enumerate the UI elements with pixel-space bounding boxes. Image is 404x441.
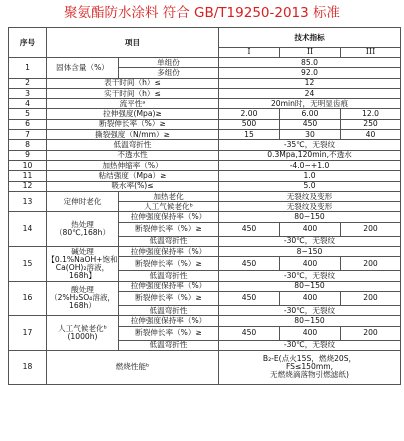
- row-no: 7: [9, 130, 47, 140]
- row-value-3: 12.0: [341, 109, 401, 119]
- table-row: [9, 316, 401, 326]
- table-row: [9, 130, 401, 140]
- row-value: 80~150: [219, 281, 401, 291]
- row-value: 80~150: [219, 212, 401, 222]
- row-item-line: 人工气候老化ᵇ: [58, 324, 107, 334]
- row-value-1: 15: [219, 130, 280, 140]
- row-value: -30℃，无裂纹: [219, 340, 401, 350]
- row-item-line: （80℃,168h）: [54, 228, 111, 238]
- row-no: 8: [9, 140, 47, 150]
- row-value: 12: [219, 78, 401, 88]
- row-value-line: 无燃烧滴落物引燃滤纸): [270, 370, 349, 380]
- row-value: 无裂纹及变形: [219, 202, 401, 212]
- row-no: 14: [9, 212, 47, 247]
- row-value: [219, 350, 401, 384]
- header-grade-3: III: [341, 48, 401, 58]
- row-value-1: 450: [219, 291, 280, 305]
- table-row: [9, 99, 401, 109]
- row-value: 24: [219, 88, 401, 98]
- row-item: 加热伸缩率（%）: [47, 160, 219, 170]
- row-item: 不透水性: [47, 150, 219, 160]
- row-value: 85.0: [219, 58, 401, 68]
- table-row: [9, 109, 401, 119]
- row-value-2: 400: [280, 257, 341, 271]
- row-value: -30℃，无裂纹: [219, 271, 401, 281]
- row-subitem: 拉伸强度保持率（%）: [119, 247, 219, 257]
- row-value-2: 400: [280, 222, 341, 236]
- table-row: [9, 88, 401, 98]
- row-no: 11: [9, 171, 47, 181]
- row-value-1: 500: [219, 119, 280, 129]
- row-item: 粘结强度（Mpa）≥: [47, 171, 219, 181]
- row-value-3: 200: [341, 326, 401, 340]
- row-value: 5.0: [219, 181, 401, 191]
- header-row: [9, 28, 401, 48]
- table-row: [9, 212, 401, 222]
- row-item: 燃烧性能ᵇ: [47, 350, 219, 384]
- row-subitem: 多组份: [119, 68, 219, 78]
- row-item: 实干时间（h）≤: [47, 88, 219, 98]
- row-value: -35℃，无裂纹: [219, 140, 401, 150]
- row-item: [47, 281, 119, 316]
- row-item: 拉伸强度(Mpa)≥: [47, 109, 219, 119]
- row-value-2: 450: [280, 119, 341, 129]
- table-row: [9, 78, 401, 88]
- row-subitem: 加热老化: [119, 191, 219, 201]
- row-value-2: 400: [280, 291, 341, 305]
- row-value-line: FS≤150mm,: [285, 362, 334, 372]
- row-value-3: 200: [341, 222, 401, 236]
- table-row: [9, 281, 401, 291]
- row-subitem: 断裂伸长率（%）≥: [119, 291, 219, 305]
- row-item-line: 【0.1%NaOH+饱和: [47, 254, 118, 264]
- page-title: 聚氨酯防水涂料 符合 GB/T19250-2013 标准: [63, 5, 341, 21]
- row-value: -30℃，无裂纹: [219, 305, 401, 315]
- row-value-2: 30: [280, 130, 341, 140]
- row-no: 16: [9, 281, 47, 316]
- row-value-1: 2.00: [219, 109, 280, 119]
- row-item: 吸水率(%)≤: [47, 181, 219, 191]
- row-item-line: 168h）: [69, 301, 96, 311]
- row-item: [47, 212, 119, 247]
- row-value-1: 450: [219, 257, 280, 271]
- row-value: 92.0: [219, 68, 401, 78]
- row-no: 1: [9, 58, 47, 79]
- row-value-3: 40: [341, 130, 401, 140]
- row-subitem: 拉伸强度保持率（%）: [119, 281, 219, 291]
- row-value-1: 450: [219, 326, 280, 340]
- table-row: [9, 191, 401, 201]
- row-value: 20min时，无明显齿痕: [219, 99, 401, 109]
- header-grade-1: I: [219, 48, 280, 58]
- row-value-3: 250: [341, 119, 401, 129]
- table-row: [9, 350, 401, 384]
- row-no: 6: [9, 119, 47, 129]
- row-subitem: 断裂伸长率（%）≥: [119, 222, 219, 236]
- row-item: 撕裂强度（N/mm）≥: [47, 130, 219, 140]
- row-subitem: 低温弯折性: [119, 271, 219, 281]
- row-no: 12: [9, 181, 47, 191]
- table-row: [9, 171, 401, 181]
- row-subitem: 单组份: [119, 58, 219, 68]
- row-value: -30℃，无裂纹: [219, 236, 401, 246]
- row-subitem: 低温弯折性: [119, 340, 219, 350]
- row-no: 4: [9, 99, 47, 109]
- row-value: 无裂纹及变形: [219, 191, 401, 201]
- row-item-line: 碱处理: [71, 246, 94, 256]
- header-no: 序号: [9, 28, 47, 58]
- row-no: 15: [9, 247, 47, 282]
- row-value: 0.3Mpa,120min,不透水: [219, 150, 401, 160]
- table-row: [9, 181, 401, 191]
- row-item-line: (1000h): [67, 332, 98, 342]
- row-no: 18: [9, 350, 47, 384]
- row-value-2: 400: [280, 326, 341, 340]
- row-subitem: 人工气候老化ᵇ: [119, 202, 219, 212]
- header-grade-2: II: [280, 48, 341, 58]
- row-item: [47, 247, 119, 282]
- row-subitem: 低温弯折性: [119, 305, 219, 315]
- row-item-line: 酸处理: [71, 285, 94, 295]
- row-subitem: 低温弯折性: [119, 236, 219, 246]
- row-item: 流平性ᵃ: [47, 99, 219, 109]
- row-no: 5: [9, 109, 47, 119]
- table-row: [9, 150, 401, 160]
- row-value: 8~150: [219, 247, 401, 257]
- row-subitem: 拉伸强度保持率（%）: [119, 316, 219, 326]
- row-value: 80~150: [219, 316, 401, 326]
- row-no: 10: [9, 160, 47, 170]
- row-item: 表干时间（h）≤: [47, 78, 219, 88]
- header-item: 项目: [47, 28, 219, 58]
- row-value-3: 200: [341, 291, 401, 305]
- table-row: [9, 247, 401, 257]
- row-subitem: 拉伸强度保持率（%）: [119, 212, 219, 222]
- row-item: 固体含量（%）: [47, 58, 119, 79]
- row-value-line: B₂-E(点火15S，燃烧20S，: [262, 354, 357, 364]
- table-row: [9, 119, 401, 129]
- row-item: 断裂伸长率（%）≥: [47, 119, 219, 129]
- row-item: [47, 316, 119, 351]
- row-value-1: 450: [219, 222, 280, 236]
- row-value: 1.0: [219, 171, 401, 181]
- row-no: 13: [9, 191, 47, 212]
- row-subitem: 断裂伸长率（%）≥: [119, 257, 219, 271]
- table-row: [9, 58, 401, 68]
- row-item-line: （2%H₂SO₄溶液，: [49, 293, 116, 303]
- row-value: -4.0~+1.0: [219, 160, 401, 170]
- row-item: 定伸时老化: [47, 191, 119, 212]
- row-no: 2: [9, 78, 47, 88]
- row-no: 17: [9, 316, 47, 351]
- table-row: [9, 140, 401, 150]
- row-item-line: 热处理: [71, 220, 94, 230]
- row-no: 9: [9, 150, 47, 160]
- row-item-line: Ca(OH)₂溶液，168h】: [55, 262, 110, 280]
- header-index: 技术指标: [219, 28, 401, 48]
- row-no: 3: [9, 88, 47, 98]
- row-subitem: 断裂伸长率（%）≥: [119, 326, 219, 340]
- table-row: [9, 160, 401, 170]
- row-item: 低温弯折性: [47, 140, 219, 150]
- spec-table: [8, 27, 400, 436]
- row-value-3: 200: [341, 257, 401, 271]
- row-value-2: 6.00: [280, 109, 341, 119]
